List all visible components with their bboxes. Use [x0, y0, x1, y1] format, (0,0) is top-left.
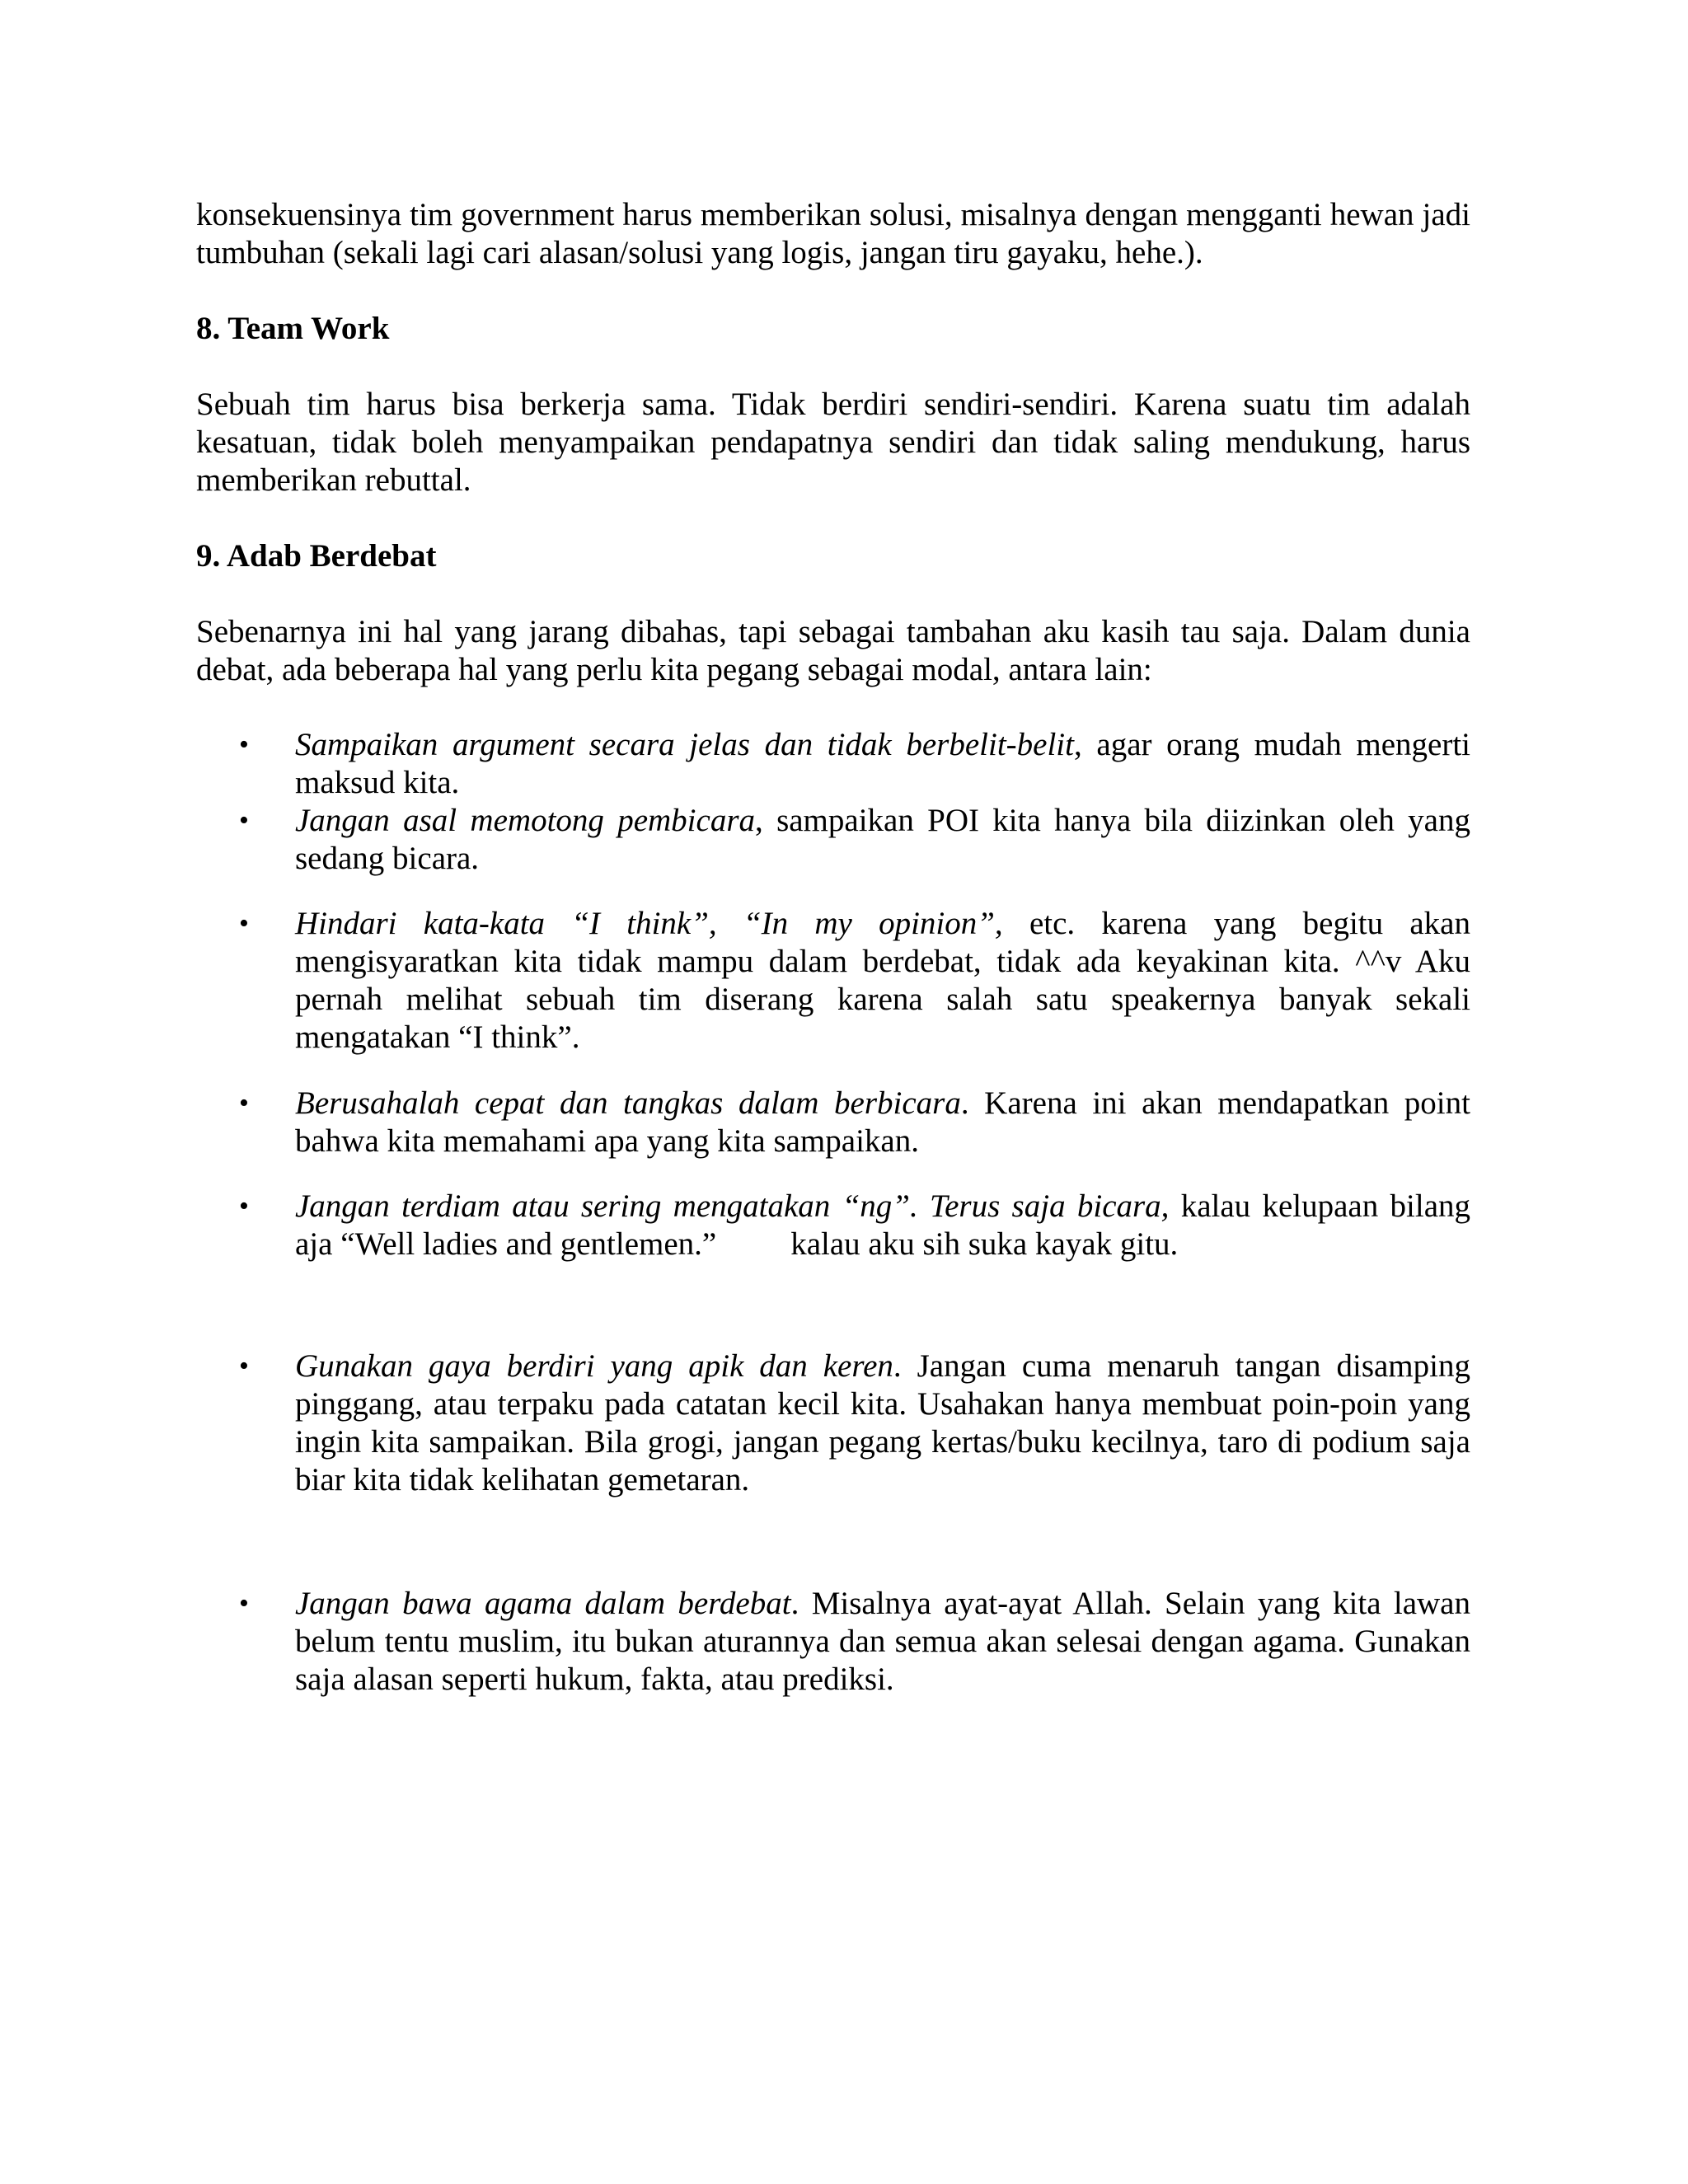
list-item-emphasis: Jangan terdiam atau sering mengatakan “ng”. Terus saja bicara, — [295, 1188, 1170, 1224]
bullet-icon: • — [239, 908, 249, 939]
bullet-icon: • — [239, 729, 249, 760]
list-item-text — [295, 1347, 1470, 1499]
list-item-text — [295, 726, 1470, 802]
list-item-text — [295, 1085, 1470, 1160]
list-item-emphasis: Jangan bawa agama dalam berdebat — [295, 1586, 791, 1621]
list-item-body: , agar orang mudah mengerti maksud kita. — [295, 727, 1470, 800]
list-item-body: etc. karena yang begitu akan mengisyaratkan kita tidak mampu dalam berdebat, tidak ada keyakinan kita. ^^v Aku pernah melihat sebuah tim diserang karena salah satu speakernya banyak sekali mengatakan “I think”. — [295, 906, 1470, 1055]
list-item-body: , sampaikan POI kita hanya bila diizinkan oleh yang sedang bicara. — [295, 803, 1470, 876]
list-item-body-continued: kalau aku sih suka kayak gitu. — [790, 1226, 1179, 1262]
list-item-text — [295, 1585, 1470, 1699]
list-item-body: . Misalnya ayat-ayat Allah. Selain yang kita lawan belum tentu muslim, itu bukan aturannya dan semua akan selesai dengan agama. Gunakan saja alasan seperti hukum, fakta, atau prediksi. — [295, 1586, 1470, 1697]
list-item-body: . Jangan cuma menaruh tangan disamping pinggang, atau terpaku pada catatan kecil kita. Usahakan hanya membuat poin-poin yang ingin kita sampaikan. Bila grogi, jangan pegang kertas/buku kecilnya, taro di podium saja biar kita tidak kelihatan gemetaran. — [295, 1348, 1470, 1497]
list-item-emphasis: Sampaikan argument secara jelas dan tidak berbelit-belit — [295, 727, 1074, 762]
list-item-body: . Karena ini akan mendapatkan point bahwa kita memahami apa yang kita sampaikan. — [295, 1085, 1470, 1159]
bullet-icon: • — [239, 1088, 249, 1118]
list-item-body: kalau kelupaan bilang aja “Well ladies and gentlemen.” — [295, 1188, 1471, 1262]
list-item-emphasis: Berusahalah cepat dan tangkas dalam berbicara — [295, 1085, 961, 1121]
list-item-text — [295, 1188, 1470, 1263]
list-item-text — [295, 905, 1470, 1057]
intro-paragraph: konsekuensinya tim government harus memberikan solusi, misalnya dengan mengganti hewan jadi tumbuhan (sekali lagi cari alasan/solusi yang logis, jangan tiru gayaku, hehe.). — [196, 197, 1470, 270]
list-item-emphasis: Gunakan gaya berdiri yang apik dan keren — [295, 1348, 893, 1384]
bullet-icon: • — [239, 1588, 249, 1619]
section-9-heading: 9. Adab Berdebat — [196, 538, 437, 574]
bullet-icon: • — [239, 1351, 249, 1381]
list-item-emphasis: Hindari kata-kata “I think”, “In my opinion”, — [295, 906, 1003, 941]
section-9-paragraph: Sebenarnya ini hal yang jarang dibahas, tapi sebagai tambahan aku kasih tau saja. Dalam dunia debat, ada beberapa hal yang perlu kita pegang sebagai modal, antara lain: — [196, 614, 1470, 687]
section-8-heading: 8. Team Work — [196, 311, 390, 346]
bullet-icon: • — [239, 1191, 249, 1221]
section-8-paragraph: Sebuah tim harus bisa berkerja sama. Tidak berdiri sendiri-sendiri. Karena suatu tim adalah kesatuan, tidak boleh menyampaikan pendapatnya sendiri dan tidak saling mendukung, harus memberikan rebuttal. — [196, 387, 1470, 498]
list-item-emphasis: Jangan asal memotong pembicara — [295, 803, 756, 838]
bullet-icon: • — [239, 805, 249, 836]
list-item-text — [295, 802, 1470, 878]
